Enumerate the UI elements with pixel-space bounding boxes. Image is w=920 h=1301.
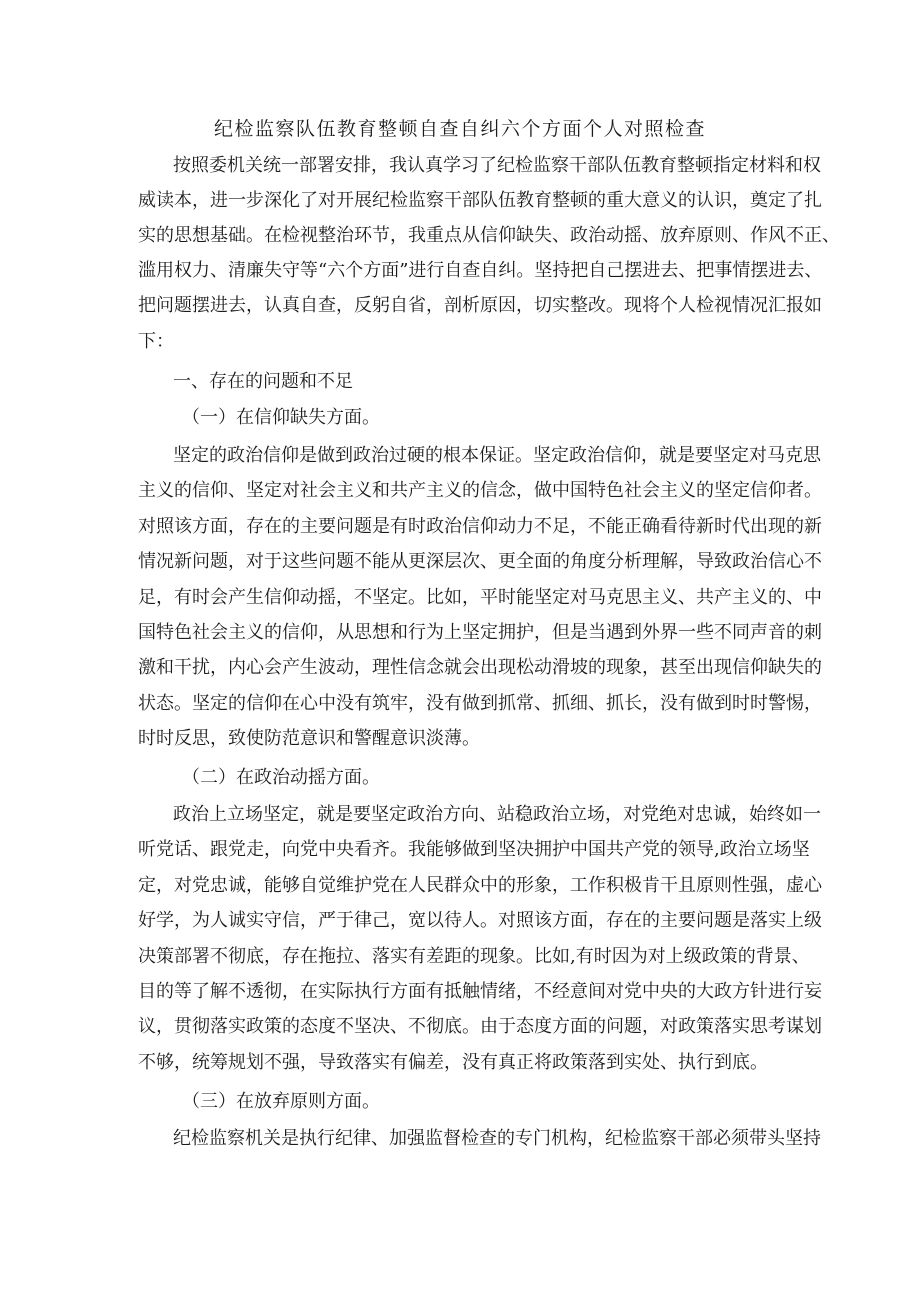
body-line: 听党话、跟党走，向党中央看齐。我能够做到坚决拥护中国共产党的领导,政治立场坚 [138, 839, 810, 860]
body-line: 足，有时会产生信仰动摇，不坚定。比如，平时能坚定对马克思主义、共产主义的、中 [138, 587, 822, 608]
body-line: 状态。坚定的信仰在心中没有筑牢，没有做到抓常、抓细、抓长，没有做到时时警惕， [138, 693, 822, 714]
body-line: 目的等了解不透彻，在实际执行方面有抵触情绪，不经意间对党中央的大政方针进行妄 [138, 981, 822, 1002]
body-line: 定，对党忠诚，能够自觉维护党在人民群众中的形象，工作积极肯干且原则性强，虚心 [138, 875, 822, 896]
body-line: 主义的信仰、坚定对社会主义和共产主义的信念，做中国特色社会主义的坚定信仰者。 [138, 480, 822, 501]
body-line: 国特色社会主义的信仰，从思想和行为上坚定拥护，但是当遇到外界一些不同声音的刺 [138, 622, 822, 643]
subsection-heading: （一）在信仰缺失方面。 [182, 407, 380, 428]
body-line: 时时反思，致使防范意识和警醒意识淡薄。 [138, 728, 480, 749]
body-line: 激和干扰，内心会产生波动，理性信念就会出现松动滑坡的现象，甚至出现信仰缺失的 [138, 657, 822, 678]
intro-line: 按照委机关统一部署安排，我认真学习了纪检监察干部队伍教育整顿指定材料和权 [173, 155, 821, 176]
section-heading: 一、存在的问题和不足 [173, 371, 353, 392]
intro-line: 把问题摆进去，认真自查，反躬自省，剖析原因，切实整改。现将个人检视情况汇报如 [138, 295, 822, 316]
body-line: 好学，为人诚实守信，严于律己，宽以待人。对照该方面，存在的主要问题是落实上级 [138, 910, 822, 931]
intro-line: 实的思想基础。在检视整治环节，我重点从信仰缺失、政治动摇、放弃原则、作风不正、 [138, 225, 840, 246]
document-title: 纪检监察队伍教育整顿自查自纠六个方面个人对照检查 [213, 118, 706, 140]
intro-line: 下： [138, 331, 174, 352]
subsection-heading: （二）在政治动摇方面。 [182, 767, 380, 788]
body-line: 议，贯彻落实政策的态度不坚决、不彻底。由于态度方面的问题，对政策落实思考谋划 [138, 1016, 822, 1037]
intro-line: 威读本，进一步深化了对开展纪检监察干部队伍教育整顿的重大意义的认识，奠定了扎 [138, 190, 822, 211]
subsection-heading: （三）在放弃原则方面。 [182, 1091, 380, 1112]
body-line: 坚定的政治信仰是做到政治过硬的根本保证。坚定政治信仰，就是要坚定对马克思 [173, 445, 821, 466]
body-line: 对照该方面，存在的主要问题是有时政治信仰动力不足，不能正确看待新时代出现的新 [138, 516, 822, 537]
body-line: 不够，统筹规划不强，导致落实有偏差，没有真正将政策落到实处、执行到底。 [138, 1052, 768, 1073]
body-line: 情况新问题，对于这些问题不能从更深层次、更全面的角度分析理解，导致政治信心不 [138, 551, 822, 572]
body-line: 纪检监察机关是执行纪律、加强监督检查的专门机构，纪检监察干部必须带头坚持 [173, 1128, 821, 1149]
intro-line: 滥用权力、清廉失守等“六个方面”进行自查自纠。坚持把自己摆进去、把事情摆进去、 [138, 260, 823, 281]
body-line: 决策部署不彻底，存在拖拉、落实有差距的现象。比如,有时因为对上级政策的背景、 [138, 946, 810, 967]
body-line: 政治上立场坚定，就是要坚定政治方向、站稳政治立场，对党绝对忠诚，始终如一 [173, 804, 821, 825]
